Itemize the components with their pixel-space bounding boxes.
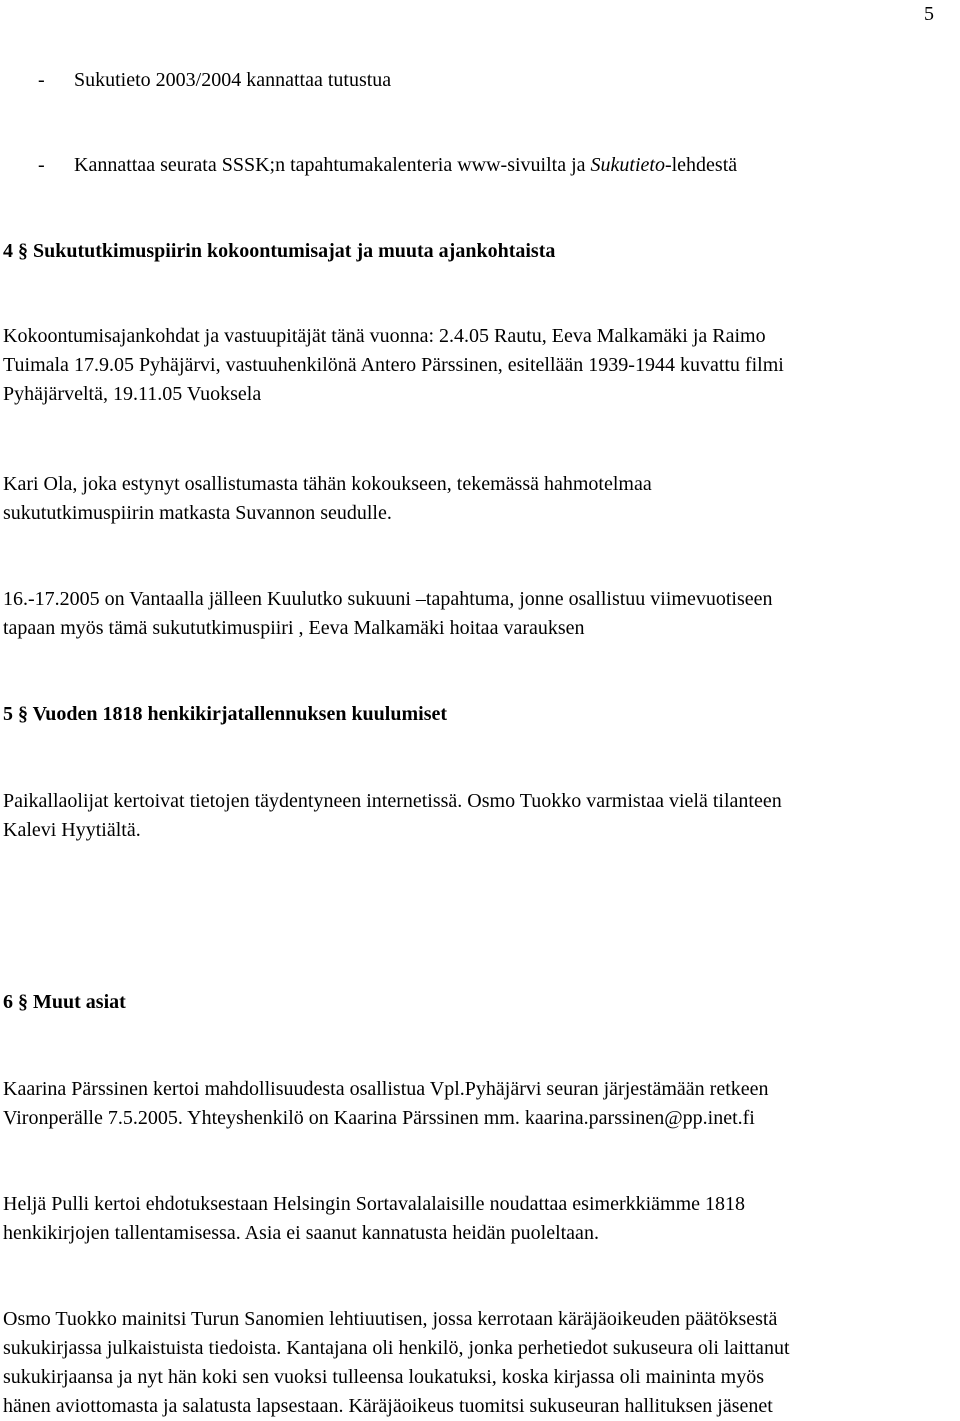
paragraph-line: Kalevi Hyytiältä. — [3, 819, 141, 841]
page-number: 5 — [924, 3, 934, 25]
bullet-text: Kannattaa seurata SSSK;n tapahtumakalenteria www-sivuilta ja — [74, 154, 591, 176]
paragraph-line: sukukirjaansa ja nyt hän koki sen vuoksi tulleensa loukatuksi, koska kirjassa oli maininta myös — [3, 1366, 764, 1388]
paragraph-line: sukukirjassa julkaistuista tiedoista. Kantajana oli henkilö, jonka perhetiedot sukuseura oli laittanut — [3, 1337, 790, 1359]
bullet-item — [38, 66, 391, 95]
paragraph-line: Pyhäjärveltä, 19.11.05 Vuoksela — [3, 383, 262, 405]
section-4-heading: 4 § Sukututkimuspiirin kokoontumisajat ja muuta ajankohtaista — [3, 240, 556, 262]
paragraph-line: Heljä Pulli kertoi ehdotuksestaan Helsingin Sortavalalaisille noudattaa esimerkkiämme 1818 — [3, 1193, 746, 1215]
paragraph-line: Vironperälle 7.5.2005. Yhteyshenkilö on Kaarina Pärssinen mm. kaarina.parssinen@pp.inet.fi — [3, 1107, 755, 1129]
bullet-dash: - — [38, 69, 45, 91]
paragraph-line: sukututkimuspiirin matkasta Suvannon seudulle. — [3, 502, 392, 524]
paragraph-line: Kaarina Pärssinen kertoi mahdollisuudesta osallistua Vpl.Pyhäjärvi seuran järjestämään retkeen — [3, 1078, 769, 1100]
paragraph-line: Osmo Tuokko mainitsi Turun Sanomien lehtiuutisen, jossa kerrotaan käräjäoikeuden päätöksestä — [3, 1308, 778, 1330]
section-4-paragraph-1 — [3, 322, 958, 409]
section-6-heading: 6 § Muut asiat — [3, 991, 126, 1013]
bullet-dash: - — [38, 154, 45, 176]
section-6-paragraph-2 — [3, 1190, 958, 1248]
section-4-paragraph-3 — [3, 585, 958, 643]
section-5-heading: 5 § Vuoden 1818 henkikirjatallennuksen kuulumiset — [3, 703, 448, 725]
section-6-paragraph-1 — [3, 1075, 958, 1133]
paragraph-line: henkikirjojen tallentamisessa. Asia ei saanut kannatusta heidän puoleltaan. — [3, 1222, 599, 1244]
paragraph-line: 16.-17.2005 on Vantaalla jälleen Kuulutko sukuuni –tapahtuma, jonne osallistuu viimevuotiseen — [3, 588, 773, 610]
paragraph-line: Kokoontumisajankohdat ja vastuupitäjät tänä vuonna: 2.4.05 Rautu, Eeva Malkamäki ja Raimo — [3, 325, 766, 347]
paragraph-line: Kari Ola, joka estynyt osallistumasta tähän kokoukseen, tekemässä hahmotelmaa — [3, 473, 652, 495]
section-6-paragraph-3 — [3, 1305, 958, 1421]
paragraph-line: Paikallaolijat kertoivat tietojen täydentyneen internetissä. Osmo Tuokko varmistaa vielä tilanteen — [3, 790, 782, 812]
section-5-paragraph-1 — [3, 787, 958, 845]
section-4-paragraph-2 — [3, 470, 958, 528]
bullet-item — [38, 151, 737, 180]
paragraph-line: Tuimala 17.9.05 Pyhäjärvi, vastuuhenkilönä Antero Pärssinen, esitellään 1939-1944 kuvattu filmi — [3, 354, 784, 376]
bullet-text-italic: Sukutieto — [590, 154, 665, 176]
bullet-text: Sukutieto 2003/2004 kannattaa tutustua — [74, 69, 392, 91]
bullet-text: -lehdestä — [664, 154, 738, 176]
paragraph-line: hänen aviottomasta ja salatusta lapsestaan. Käräjäoikeus tuomitsi sukuseuran hallituksen jäsenet — [3, 1395, 773, 1417]
paragraph-line: tapaan myös tämä sukututkimuspiiri , Eeva Malkamäki hoitaa varauksen — [3, 617, 585, 639]
